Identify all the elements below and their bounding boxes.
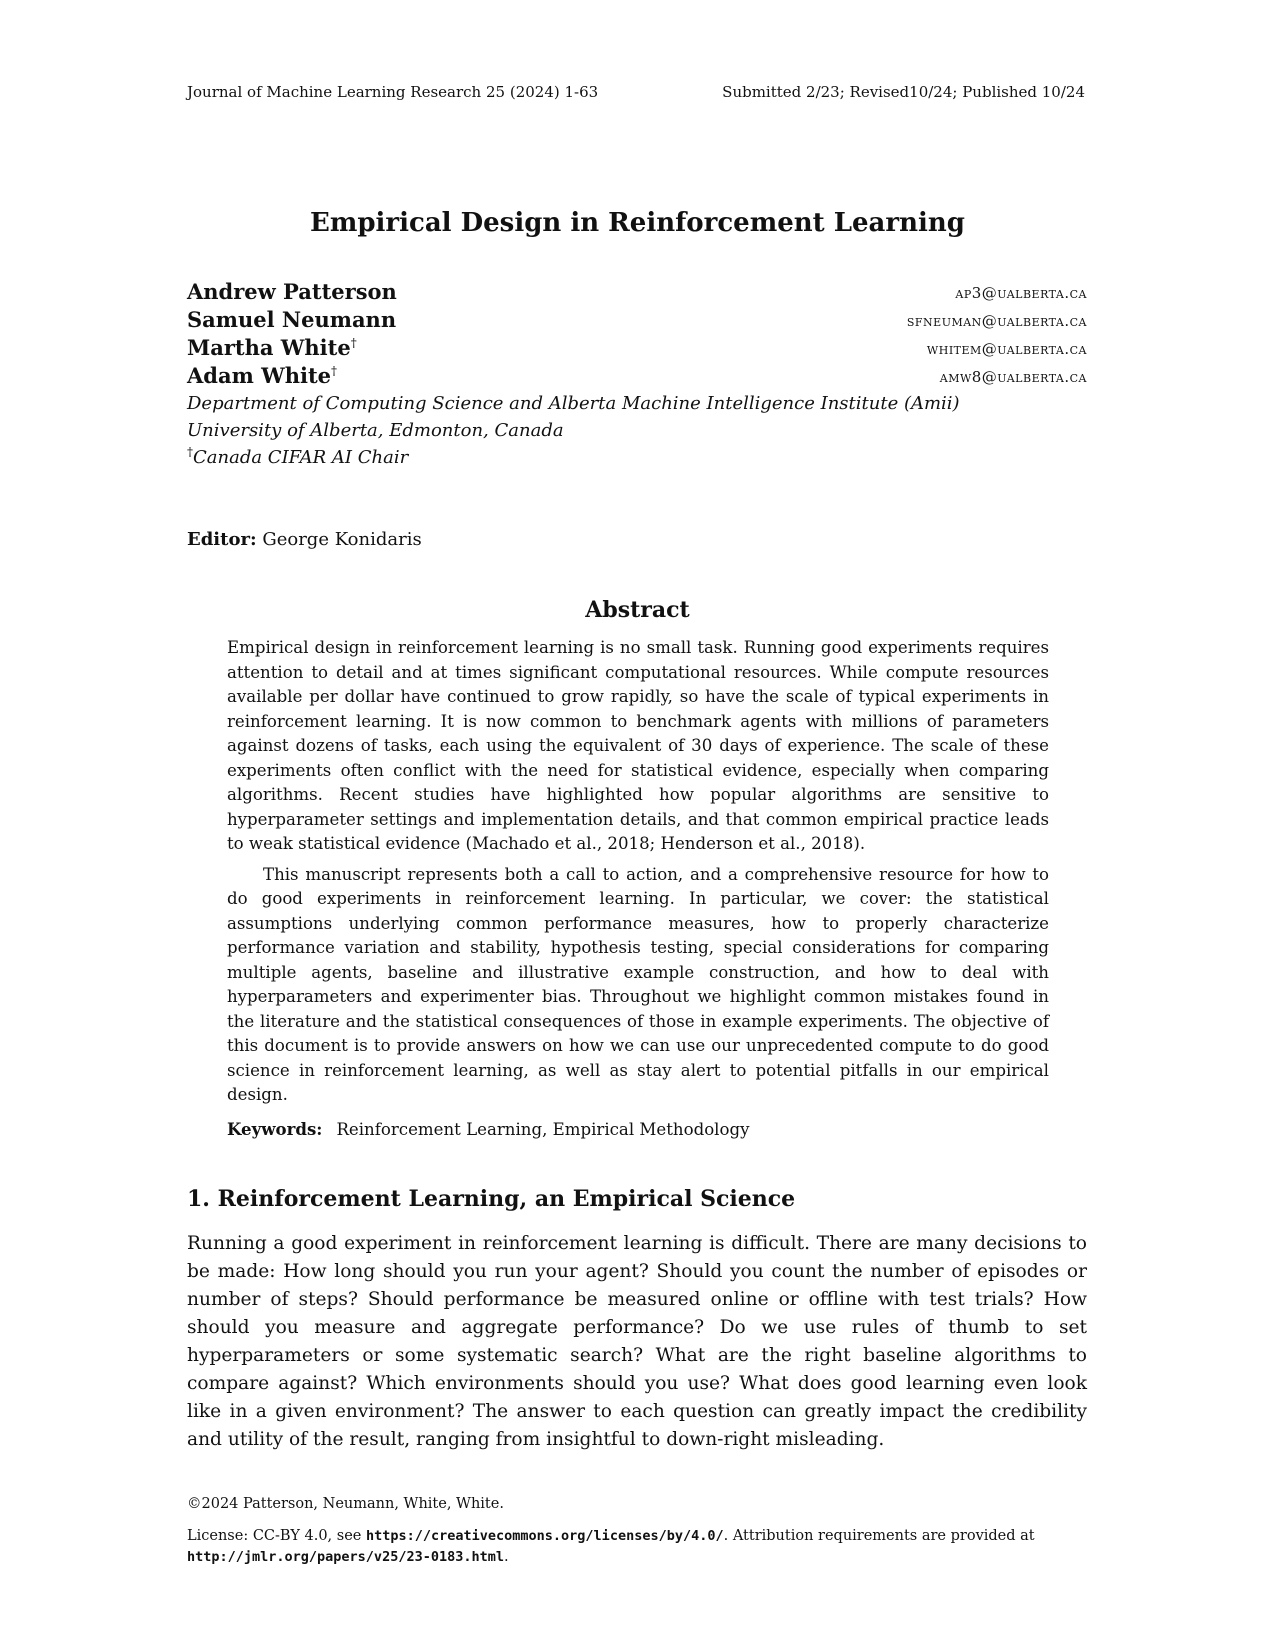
author-email: sfneuman@ualberta.ca <box>906 312 1087 330</box>
section-body <box>187 1230 1087 1454</box>
editor-label: Editor: <box>187 529 257 550</box>
author-email: ap3@ualberta.ca <box>955 284 1087 302</box>
abstract-paragraph: Empirical design in reinforcement learning is no small task. Running good experiments requires attention to detail and at times significant computational resources. While compute resources available per dollar have continued to grow rapidly, so have the scale of typical experiments in reinforcement learning. It is now common to benchmark agents with millions of parameters against dozens of tasks, each using the equivalent of 30 days of experience. The scale of these experiments often conflict with the need for statistical evidence, especially when comparing algorithms. Recent studies have highlighted how popular algorithms are sensitive to hyperparameter settings and implementation details, and that common empirical practice leads to weak statistical evidence (Machado et al., 2018; Henderson et al., 2018). <box>227 638 1049 853</box>
paper-title: Empirical Design in Reinforcement Learning <box>310 208 965 238</box>
journal-header: Journal of Machine Learning Research 25 (2024) 1-63 <box>187 83 599 101</box>
editor-name: George Konidaris <box>262 529 422 550</box>
author-list <box>187 278 1087 390</box>
affiliation <box>187 390 1087 471</box>
affiliation-university: University of Alberta, Edmonton, Canada <box>187 420 564 441</box>
author-row <box>187 334 1087 362</box>
abstract-body <box>227 636 1049 1114</box>
abstract-heading: Abstract <box>585 597 690 623</box>
section-heading: 1. Reinforcement Learning, an Empirical Science <box>187 1186 796 1212</box>
author-row <box>187 278 1087 306</box>
license-link[interactable]: https://creativecommons.org/licenses/by/4.0/ <box>365 1528 724 1544</box>
author-row <box>187 362 1087 390</box>
author-name: Samuel Neumann <box>187 307 397 332</box>
body-paragraph: Running a good experiment in reinforcement learning is difficult. There are many decisions to be made: How long should you run your agent? Should you count the number of episodes or number of steps? Should performance be measured online or offline with test trials? How should you measure and aggregate performance? Do we use rules of thumb to set hyperparameters or some systematic search? What are the right baseline algorithms to compare against? Which environments should you use? What does good learning even look like in a given environment? The answer to each question can greatly impact the credibility and utility of the result, ranging from insightful to down-right misleading. <box>187 1233 1087 1450</box>
affiliation-chair: †Canada CIFAR AI Chair <box>187 445 409 468</box>
author-email: whitem@ualberta.ca <box>926 340 1087 358</box>
abstract-paragraph: This manuscript represents both a call to action, and a comprehensive resource for how to do good experiments in reinforcement learning. In particular, we cover: the statistical assumptions underlying common performance measures, how to properly characterize performance variation and stability, hypothesis testing, special considerations for comparing multiple agents, baseline and illustrative example construction, and how to deal with hyperparameters and experimenter bias. Throughout we highlight common mistakes found in the literature and the statistical consequences of those in example experiments. The objective of this document is to provide answers on how we can use our unprecedented compute to do good science in reinforcement learning, as well as stay alert to potential pitfalls in our empirical design. <box>227 864 1049 1104</box>
keywords-text: Reinforcement Learning, Empirical Methodology <box>336 1120 750 1139</box>
publication-dates: Submitted 2/23; Revised10/24; Published 10/24 <box>722 83 1085 101</box>
keywords <box>227 1117 749 1142</box>
author-name: Andrew Patterson <box>187 279 397 304</box>
author-name: Adam White† <box>187 363 338 388</box>
keywords-label: Keywords: <box>227 1119 323 1139</box>
affiliation-department: Department of Computing Science and Alberta Machine Intelligence Institute (Amii) <box>187 393 960 414</box>
author-email: amw8@ualberta.ca <box>939 368 1087 386</box>
attribution-link[interactable]: http://jmlr.org/papers/v25/23-0183.html <box>187 1549 504 1565</box>
editor-line <box>187 528 422 552</box>
copyright-notice: ©2024 Patterson, Neumann, White, White. <box>187 1496 504 1512</box>
author-name: Martha White† <box>187 335 357 360</box>
author-row <box>187 306 1087 334</box>
license-notice: License: CC-BY 4.0, see https://creativecommons.org/licenses/by/4.0/. Attribution requirements are provided at http://jmlr.org/papers/v25/23-0183.html. <box>187 1528 1035 1565</box>
